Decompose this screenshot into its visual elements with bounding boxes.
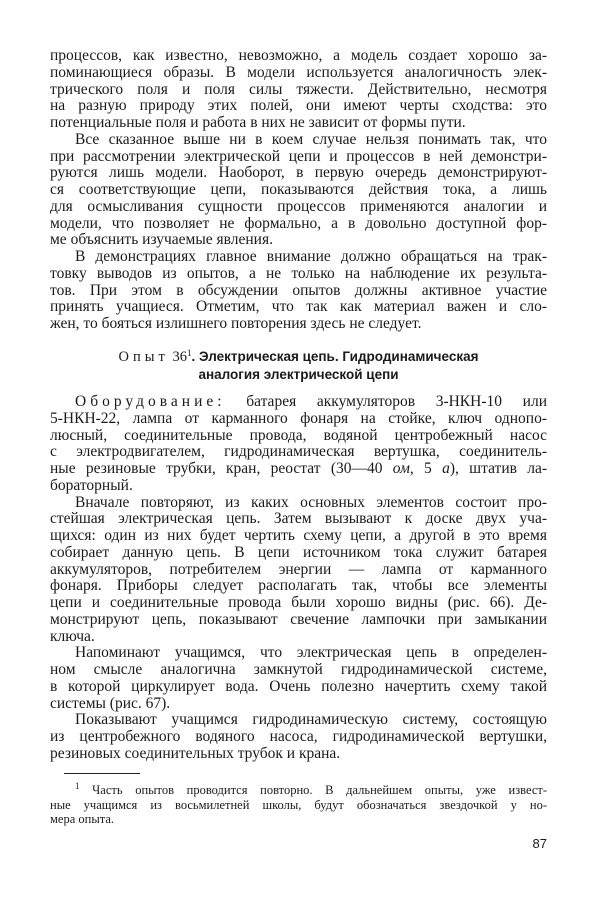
text-line: при рассмотрении электрической цепи и процессов в ней демонстри- [50,147,547,165]
unit-ampere: а [442,460,450,477]
text-line: Все сказанное выше ни в коем случае нельзя понимать так, что [75,130,547,148]
text-line: ном смысле аналогична замкнутой гидродинамической системе, [50,661,547,678]
heading-title-line: . Электрическая цепь. Гидродинамическая [191,349,479,364]
text-line: с электродвигателем, гидродинамическая вертушка, соединитель- [50,443,547,461]
body-text-2 [50,394,547,763]
text-line: жен, то бояться излишнего повторения здесь не следует. [50,315,422,332]
text-line: В демонстрациях главное внимание должно обращаться на трак- [75,248,547,265]
text-line: ключа. [50,627,95,645]
equipment-label: Оборудование: [75,393,226,410]
text-line [50,394,547,411]
experiment-heading [50,348,547,384]
text-line [50,783,547,798]
text-line: Вначале повторяют, из каких основных элементов состоит про- [75,493,547,511]
footnote-divider [64,773,140,774]
text-line: из центробежного водяного насоса, гидродинамической вертушки, [50,728,547,745]
text-line: на разную природу этих полей, они имеют черты сходства: это [50,97,547,115]
text-line: щихся: один из них будет чертить схему цепи, а другой в это время [50,527,547,544]
text-line: товку выводов из опытов, а не только на наблюдение их результа- [50,264,547,282]
text-line: модели, что позволяет не формально, а в довольно доступной фор- [50,214,547,232]
text-line: для осмысливания сущности процессов применяются аналогии и [50,197,547,215]
text-line: Показывают учащимся гидродинамическую систему, состоящую [75,711,547,729]
text-line: резиновых соединительных трубок и крана. [50,744,341,762]
paragraph [50,48,547,132]
unit-ohm: ом [392,460,410,477]
paragraph [50,645,547,712]
text-line: процессов, как известно, невозможно, а модель создает хорошо за- [50,47,547,64]
text-line: стейшая электрическая цепь. Затем вызывают к доске двух уча- [50,510,547,528]
text-line: бораторный. [50,476,133,494]
experiment-number: 36 [172,349,187,365]
text-line: мера опыта. [50,812,115,826]
text-line: поминающиеся образы. В модели используется аналогичность элек- [50,63,547,81]
text-line: тов. При этом в обсуждении опытов должны активное участие [50,281,547,299]
text-line: Напоминают учащимся, что электрическая цепь в определен- [75,644,547,662]
text-line: ся соответствующие цепи, показываются действия тока, а лишь [50,181,547,198]
text-line: аккумуляторов, потребителем энергии — лампа от карманного [50,560,547,578]
text-line: в которой циркулирует вода. Очень полезно начертить схему такой [50,677,547,695]
text-line: ме объяснить изучаемые явления. [50,231,273,249]
paragraph [50,712,547,762]
text-span: ), штатив ла- [449,460,548,477]
text-line: трического поля и поля силы тяжести. Действительно, несмотря [50,80,547,98]
experiment-label: Опыт [118,349,169,365]
paragraph [50,132,547,249]
text-line: ные учащимся из восьмилетней школы, будут обозначаться звездочкой у но- [50,797,547,812]
text-line [50,461,547,478]
text-span: , 5 [409,460,443,477]
text-line: фонаря. Приборы следует располагать так, чтобы все элементы [50,577,547,595]
text-span: ные резиновые трубки, кран, реостат (30—40 [50,460,393,477]
page-number: 87 [532,836,547,851]
equipment-paragraph [50,394,547,495]
text-line: собирает данную цепь. В цепи источником тока служит батарея [50,543,547,561]
footnote-mark: 1 [186,348,192,358]
text-span: Часть опытов проводится повторно. В дальнейшем опыты, уже извест- [92,783,547,797]
body-text [50,48,547,333]
text-line: цепи и соединительные провода были хорошо видны (рис. 66). Де- [50,594,547,611]
text-span: батарея аккумуляторов 3-НКН-10 или [246,393,547,410]
paragraph [50,249,547,333]
text-line: 5-НКН-22, лампа от карманного фонаря на стойке, ключ однопо- [50,409,547,427]
footnote-mark: 1 [75,781,80,791]
text-line: принять учащиеся. Отметим, что так как материал важен и сло- [50,298,547,316]
text-line: системы (рис. 67). [50,694,171,712]
paragraph [50,495,547,646]
text-line: потенциальные поля и работа в них не зависит от формы пути. [50,114,466,131]
text-line: руются лишь модели. Наоборот, в первую очередь демонстрируют- [50,164,547,182]
heading-title-line: аналогия электрической цепи [198,367,399,382]
text-line: монстрируют цепь, показывают свечение лампочки при замыкании [50,610,547,628]
text-line: люсный, соединительные провода, водяной центробежный насос [50,426,547,444]
footnote [50,783,547,827]
